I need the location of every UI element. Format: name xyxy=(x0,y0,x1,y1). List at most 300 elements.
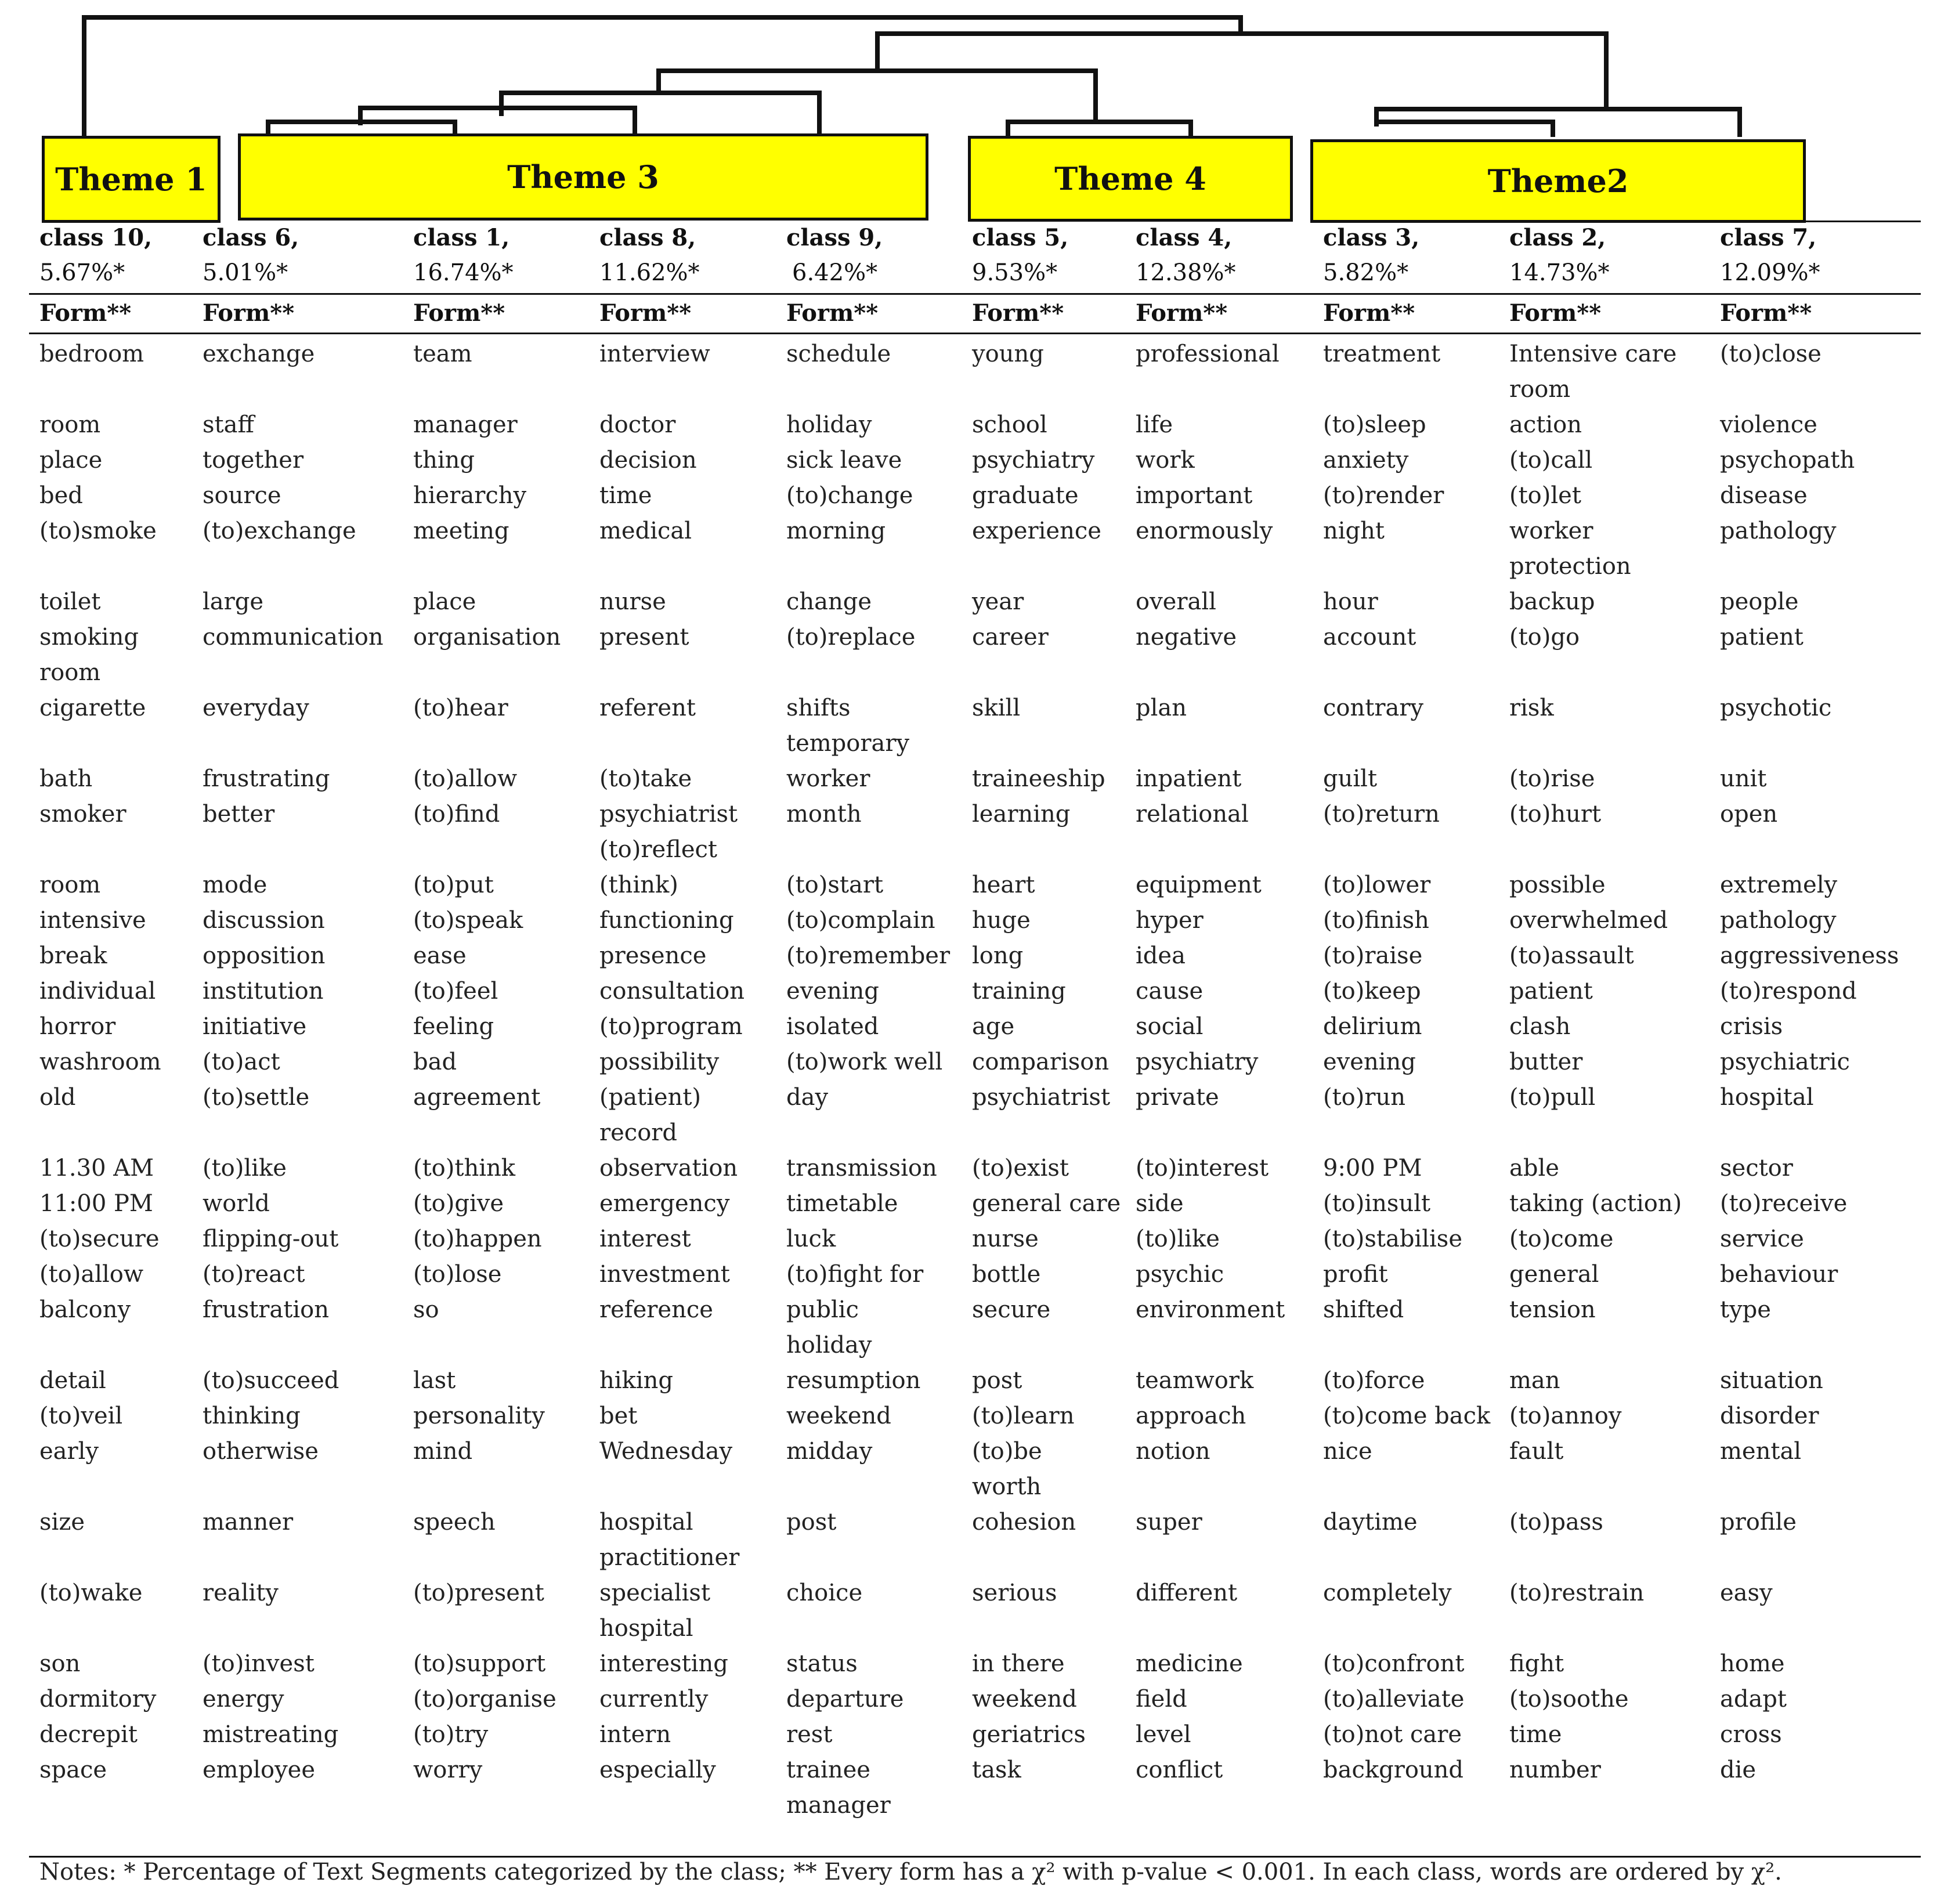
form-word: observation xyxy=(599,1155,738,1182)
class-name: class 10, xyxy=(39,224,153,251)
form-word: medicine xyxy=(1136,1650,1243,1677)
class-header-2 xyxy=(1509,221,1610,290)
form-word: graduate xyxy=(972,482,1079,509)
form-word: backup xyxy=(1509,588,1595,615)
class-name: class 6, xyxy=(203,224,299,251)
form-word: (to)settle xyxy=(203,1084,310,1111)
form-word: balcony xyxy=(39,1296,131,1323)
form-word: pathology xyxy=(1720,907,1837,934)
class-name: class 4, xyxy=(1136,224,1233,251)
form-word: easy xyxy=(1720,1580,1773,1606)
form-word: idea xyxy=(1136,942,1186,969)
form-word: cause xyxy=(1136,978,1204,1005)
form-word: number xyxy=(1509,1757,1601,1783)
form-word: especially xyxy=(599,1757,716,1783)
form-word: referent xyxy=(599,695,696,721)
form-word: institution xyxy=(203,978,324,1005)
form-word: emergency xyxy=(599,1190,730,1217)
form-word: crisis xyxy=(1720,1013,1783,1040)
form-word: profit xyxy=(1323,1261,1388,1288)
form-word: psychiatry xyxy=(1136,1049,1259,1075)
form-word: (to)come back xyxy=(1323,1403,1491,1429)
form-word: interest xyxy=(599,1226,691,1252)
form-word: shifts xyxy=(786,695,851,721)
form-word: teamwork xyxy=(1136,1367,1254,1394)
form-word: situation xyxy=(1720,1367,1823,1394)
form-word: enormously xyxy=(1136,518,1273,544)
form-word: equipment xyxy=(1136,872,1262,898)
form-word: possibility xyxy=(599,1049,720,1075)
form-word: field xyxy=(1136,1686,1187,1712)
form-word: (to)keep xyxy=(1323,978,1421,1005)
form-word: thing xyxy=(413,447,475,474)
form-word: place xyxy=(39,447,103,474)
form-word: isolated xyxy=(786,1013,879,1040)
form-word: space xyxy=(39,1757,107,1783)
form-word: (to)allow xyxy=(39,1261,144,1288)
form-word: (to)react xyxy=(203,1261,305,1288)
form-word: bath xyxy=(39,765,93,792)
form-word: side xyxy=(1136,1190,1184,1217)
form-word: room xyxy=(1509,376,1571,403)
form-word: (to)assault xyxy=(1509,942,1634,969)
form-word: decision xyxy=(599,447,697,474)
class-header-9 xyxy=(786,221,883,290)
class-percentage: 6.42%* xyxy=(792,259,878,286)
form-word: (to)interest xyxy=(1136,1155,1269,1182)
form-word: home xyxy=(1720,1650,1785,1677)
form-word: everyday xyxy=(203,695,309,721)
form-word: place xyxy=(413,588,476,615)
form-word: mistreating xyxy=(203,1721,339,1748)
form-word: cigarette xyxy=(39,695,146,721)
form-word: (to)put xyxy=(413,872,494,898)
form-word: psychiatric xyxy=(1720,1049,1850,1075)
form-word: violence xyxy=(1720,411,1817,438)
form-word: approach xyxy=(1136,1403,1246,1429)
form-word: (to)support xyxy=(413,1650,546,1677)
form-word: career xyxy=(972,624,1049,651)
form-word: manager xyxy=(786,1792,891,1819)
form-word: worth xyxy=(972,1473,1042,1500)
rule-form xyxy=(29,333,1921,334)
class-percentage: 16.74%* xyxy=(413,259,514,286)
form-word: (to)go xyxy=(1509,624,1580,651)
form-word: doctor xyxy=(599,411,676,438)
form-word: time xyxy=(1509,1721,1562,1748)
form-word: reference xyxy=(599,1296,713,1323)
form-word: account xyxy=(1323,624,1416,651)
form-word: shifted xyxy=(1323,1296,1404,1323)
form-word: bad xyxy=(413,1049,457,1075)
form-word: individual xyxy=(39,978,156,1005)
rule-header xyxy=(29,293,1921,295)
form-word: level xyxy=(1136,1721,1191,1748)
form-word: sector xyxy=(1720,1155,1793,1182)
form-word: mental xyxy=(1720,1438,1802,1465)
form-word: mind xyxy=(413,1438,473,1465)
form-word: hyper xyxy=(1136,907,1204,934)
form-word: (to)remember xyxy=(786,942,951,969)
form-word: clash xyxy=(1509,1013,1571,1040)
form-word: (to)render xyxy=(1323,482,1444,509)
form-word: energy xyxy=(203,1686,284,1712)
form-word: different xyxy=(1136,1580,1238,1606)
class-header-8 xyxy=(599,221,700,290)
form-word: overwhelmed xyxy=(1509,907,1668,934)
form-word: general care xyxy=(972,1190,1121,1217)
form-word: (to)lose xyxy=(413,1261,502,1288)
form-word: otherwise xyxy=(203,1438,319,1465)
form-word: Wednesday xyxy=(599,1438,733,1465)
form-word: (to)respond xyxy=(1720,978,1857,1005)
form-word: nurse xyxy=(599,588,666,615)
form-word: butter xyxy=(1509,1049,1583,1075)
form-word: agreement xyxy=(413,1084,541,1111)
form-word: school xyxy=(972,411,1047,438)
form-word: 11:00 PM xyxy=(39,1190,153,1217)
form-word: patient xyxy=(1720,624,1804,651)
form-word: professional xyxy=(1136,341,1280,367)
form-word: initiative xyxy=(203,1013,307,1040)
form-word: (to)rise xyxy=(1509,765,1595,792)
form-word: fight xyxy=(1509,1650,1564,1677)
form-word: morning xyxy=(786,518,886,544)
form-word: Intensive care xyxy=(1509,341,1677,367)
form-word: (to)lower xyxy=(1323,872,1431,898)
form-word: bedroom xyxy=(39,341,144,367)
form-word: (to)like xyxy=(1136,1226,1220,1252)
form-word: luck xyxy=(786,1226,836,1252)
form-word: break xyxy=(39,942,107,969)
class-name: class 3, xyxy=(1323,224,1420,251)
form-word: cohesion xyxy=(972,1509,1076,1536)
form-word: sick leave xyxy=(786,447,902,474)
form-word: (to)force xyxy=(1323,1367,1425,1394)
form-word: negative xyxy=(1136,624,1237,651)
form-word: manner xyxy=(203,1509,294,1536)
form-word: nurse xyxy=(972,1226,1039,1252)
form-word: plan xyxy=(1136,695,1187,721)
class-name: class 2, xyxy=(1509,224,1606,251)
form-label: Form** xyxy=(599,299,692,327)
form-word: old xyxy=(39,1084,76,1111)
dendrogram-branch-themes-3-4 xyxy=(659,71,1096,121)
form-word: record xyxy=(599,1119,678,1146)
form-word: training xyxy=(972,978,1066,1005)
form-word: bed xyxy=(39,482,83,509)
form-word: early xyxy=(39,1438,99,1465)
form-word: (to)return xyxy=(1323,801,1440,828)
form-word: (to)close xyxy=(1720,341,1822,367)
form-word: frustrating xyxy=(203,765,330,792)
form-word: (to)finish xyxy=(1323,907,1429,934)
form-word: (to)veil xyxy=(39,1403,123,1429)
form-word: daytime xyxy=(1323,1509,1418,1536)
form-word: smoker xyxy=(39,801,127,828)
form-word: weekend xyxy=(786,1403,891,1429)
form-word: (to)hear xyxy=(413,695,508,721)
form-word: (to)fight for xyxy=(786,1261,924,1288)
form-word: (to)secure xyxy=(39,1226,160,1252)
form-word: cross xyxy=(1720,1721,1782,1748)
form-word: reality xyxy=(203,1580,279,1606)
form-word: (to)sleep xyxy=(1323,411,1426,438)
form-word: hospital xyxy=(599,1509,693,1536)
form-word: disease xyxy=(1720,482,1808,509)
form-word: general xyxy=(1509,1261,1599,1288)
class-header-4 xyxy=(1136,221,1236,290)
form-word: adapt xyxy=(1720,1686,1787,1712)
class-header-10 xyxy=(39,221,152,290)
form-word: open xyxy=(1720,801,1778,828)
form-word: (to)soothe xyxy=(1509,1686,1629,1712)
table-notes: Notes: * Percentage of Text Segments categorized by the class; ** Every form has a χ² with p-value < 0.001. In each class, words are ordered by χ². xyxy=(39,1859,1782,1885)
form-word: day xyxy=(786,1084,829,1111)
form-word: inpatient xyxy=(1136,765,1242,792)
form-word: (to)try xyxy=(413,1721,489,1748)
form-word: personality xyxy=(413,1403,545,1429)
form-word: currently xyxy=(599,1686,709,1712)
form-label: Form** xyxy=(413,299,505,327)
form-word: (to)pull xyxy=(1509,1084,1596,1111)
form-label: Form** xyxy=(786,299,879,327)
form-word: weekend xyxy=(972,1686,1077,1712)
form-word: (to)speak xyxy=(413,907,523,934)
form-word: (to)be xyxy=(972,1438,1042,1465)
form-word: timetable xyxy=(786,1190,898,1217)
form-word: life xyxy=(1136,411,1173,438)
form-label: Form** xyxy=(972,299,1064,327)
form-word: room xyxy=(39,411,101,438)
form-word: interview xyxy=(599,341,710,367)
form-word: (to)annoy xyxy=(1509,1403,1622,1429)
form-word: specialist xyxy=(599,1580,711,1606)
form-word: intensive xyxy=(39,907,146,934)
form-word: (to)call xyxy=(1509,447,1593,474)
form-word: contrary xyxy=(1323,695,1424,721)
form-word: status xyxy=(786,1650,858,1677)
class-name: class 9, xyxy=(786,224,883,251)
form-word: (think) xyxy=(599,872,678,898)
form-label: Form** xyxy=(1720,299,1812,327)
form-word: 11.30 AM xyxy=(39,1155,154,1182)
form-word: decrepit xyxy=(39,1721,138,1748)
class-header-5 xyxy=(972,221,1068,290)
form-word: (to)organise xyxy=(413,1686,556,1712)
class-header-3 xyxy=(1323,221,1419,290)
form-word: (to)feel xyxy=(413,978,498,1005)
form-word: (to)pass xyxy=(1509,1509,1603,1536)
form-word: together xyxy=(203,447,304,474)
form-word: (patient) xyxy=(599,1084,702,1111)
form-word: public xyxy=(786,1296,859,1323)
form-word: tension xyxy=(1509,1296,1596,1323)
form-word: profile xyxy=(1720,1509,1797,1536)
form-word: post xyxy=(972,1367,1022,1394)
form-word: (to)think xyxy=(413,1155,515,1182)
form-word: ease xyxy=(413,942,467,969)
form-word: resumption xyxy=(786,1367,921,1394)
form-word: (to)run xyxy=(1323,1084,1406,1111)
form-word: service xyxy=(1720,1226,1804,1252)
form-word: able xyxy=(1509,1155,1559,1182)
form-word: environment xyxy=(1136,1296,1285,1323)
form-word: holiday xyxy=(786,1332,872,1359)
form-word: (to)confront xyxy=(1323,1650,1465,1677)
form-word: staff xyxy=(203,411,254,438)
form-word: (to)raise xyxy=(1323,942,1423,969)
form-word: feeling xyxy=(413,1013,494,1040)
form-word: manager xyxy=(413,411,518,438)
form-word: (to)start xyxy=(786,872,884,898)
class-header-7 xyxy=(1720,221,1820,290)
class-percentage: 5.01%* xyxy=(203,259,288,286)
form-word: fault xyxy=(1509,1438,1564,1465)
form-word: meeting xyxy=(413,518,509,544)
form-word: (to)program xyxy=(599,1013,743,1040)
form-word: psychiatry xyxy=(972,447,1095,474)
form-word: young xyxy=(972,341,1044,367)
form-word: bet xyxy=(599,1403,638,1429)
form-word: exchange xyxy=(203,341,315,367)
form-word: important xyxy=(1136,482,1253,509)
form-word: change xyxy=(786,588,872,615)
form-word: notion xyxy=(1136,1438,1210,1465)
form-word: (to)succeed xyxy=(203,1367,339,1394)
form-word: functioning xyxy=(599,907,734,934)
form-word: large xyxy=(203,588,264,615)
theme-1-box: Theme 1 xyxy=(42,136,221,223)
theme-4-box: Theme 4 xyxy=(968,136,1293,222)
form-word: worker xyxy=(786,765,870,792)
form-word: present xyxy=(599,624,689,651)
form-word: night xyxy=(1323,518,1385,544)
form-word: practitioner xyxy=(599,1544,740,1571)
form-word: midday xyxy=(786,1438,873,1465)
form-word: type xyxy=(1720,1296,1771,1323)
form-word: people xyxy=(1720,588,1799,615)
dendrogram-branch-theme3-c xyxy=(268,122,455,135)
class-name: class 1, xyxy=(413,224,510,251)
form-word: so xyxy=(413,1296,439,1323)
form-word: interesting xyxy=(599,1650,728,1677)
form-word: smoking xyxy=(39,624,139,651)
form-word: (to)act xyxy=(203,1049,280,1075)
form-word: year xyxy=(972,588,1024,615)
form-label: Form** xyxy=(203,299,295,327)
class-header-6 xyxy=(203,221,299,290)
form-word: (to)happen xyxy=(413,1226,542,1252)
form-word: serious xyxy=(972,1580,1057,1606)
form-word: source xyxy=(203,482,281,509)
form-word: temporary xyxy=(786,730,910,757)
class-percentage: 12.38%* xyxy=(1136,259,1236,286)
class-name: class 8, xyxy=(599,224,696,251)
form-word: relational xyxy=(1136,801,1249,828)
form-word: action xyxy=(1509,411,1582,438)
form-word: discussion xyxy=(203,907,325,934)
form-word: unit xyxy=(1720,765,1767,792)
form-word: (to)replace xyxy=(786,624,916,651)
form-word: traineeship xyxy=(972,765,1105,792)
form-word: (to)exchange xyxy=(203,518,356,544)
form-word: team xyxy=(413,341,472,367)
class-percentage: 14.73%* xyxy=(1509,259,1610,286)
class-percentage: 5.67%* xyxy=(39,259,125,286)
form-word: (to)like xyxy=(203,1155,287,1182)
theme-2-box: Theme2 xyxy=(1310,139,1806,223)
form-word: comparison xyxy=(972,1049,1110,1075)
form-word: overall xyxy=(1136,588,1216,615)
form-word: employee xyxy=(203,1757,316,1783)
form-word: opposition xyxy=(203,942,326,969)
form-word: departure xyxy=(786,1686,904,1712)
form-word: heart xyxy=(972,872,1035,898)
form-word: trainee xyxy=(786,1757,870,1783)
form-word: disorder xyxy=(1720,1403,1819,1429)
form-word: month xyxy=(786,801,862,828)
form-word: last xyxy=(413,1367,456,1394)
class-percentage: 12.09%* xyxy=(1720,259,1820,286)
form-word: room xyxy=(39,659,101,686)
form-word: (to)wake xyxy=(39,1580,143,1606)
form-word: delirium xyxy=(1323,1013,1422,1040)
form-word: taking (action) xyxy=(1509,1190,1682,1217)
form-label: Form** xyxy=(1136,299,1228,327)
form-word: (to)restrain xyxy=(1509,1580,1645,1606)
form-word: conflict xyxy=(1136,1757,1223,1783)
form-word: social xyxy=(1136,1013,1204,1040)
form-word: consultation xyxy=(599,978,745,1005)
form-word: (to)find xyxy=(413,801,500,828)
form-label: Form** xyxy=(39,299,132,327)
form-word: risk xyxy=(1509,695,1554,721)
form-word: communication xyxy=(203,624,384,651)
form-word: hospital xyxy=(1720,1084,1814,1111)
form-word: intern xyxy=(599,1721,671,1748)
form-word: worker xyxy=(1509,518,1593,544)
form-word: medical xyxy=(599,518,692,544)
form-word: world xyxy=(203,1190,270,1217)
form-word: worry xyxy=(413,1757,483,1783)
form-word: hospital xyxy=(599,1615,693,1642)
form-word: aggressiveness xyxy=(1720,942,1899,969)
form-word: (to)exist xyxy=(972,1155,1069,1182)
form-word: work xyxy=(1136,447,1195,474)
form-word: post xyxy=(786,1509,837,1536)
form-word: (to)work well xyxy=(786,1049,943,1075)
form-word: evening xyxy=(1323,1049,1416,1075)
form-word: transmission xyxy=(786,1155,937,1182)
form-label: Form** xyxy=(1509,299,1602,327)
dendrogram-branch-theme3-a xyxy=(501,93,819,132)
form-word: (to)let xyxy=(1509,482,1581,509)
form-word: die xyxy=(1720,1757,1757,1783)
form-word: in there xyxy=(972,1650,1065,1677)
form-word: man xyxy=(1509,1367,1560,1394)
form-word: size xyxy=(39,1509,85,1536)
dendrogram-branch-theme2-b xyxy=(1376,122,1553,135)
form-word: psychic xyxy=(1136,1261,1224,1288)
form-word: secure xyxy=(972,1296,1051,1323)
form-word: choice xyxy=(786,1580,863,1606)
form-word: investment xyxy=(599,1261,730,1288)
form-word: patient xyxy=(1509,978,1593,1005)
dendrogram-branch-theme4 xyxy=(1008,122,1191,135)
form-word: (to)present xyxy=(413,1580,544,1606)
form-word: treatment xyxy=(1323,341,1441,367)
